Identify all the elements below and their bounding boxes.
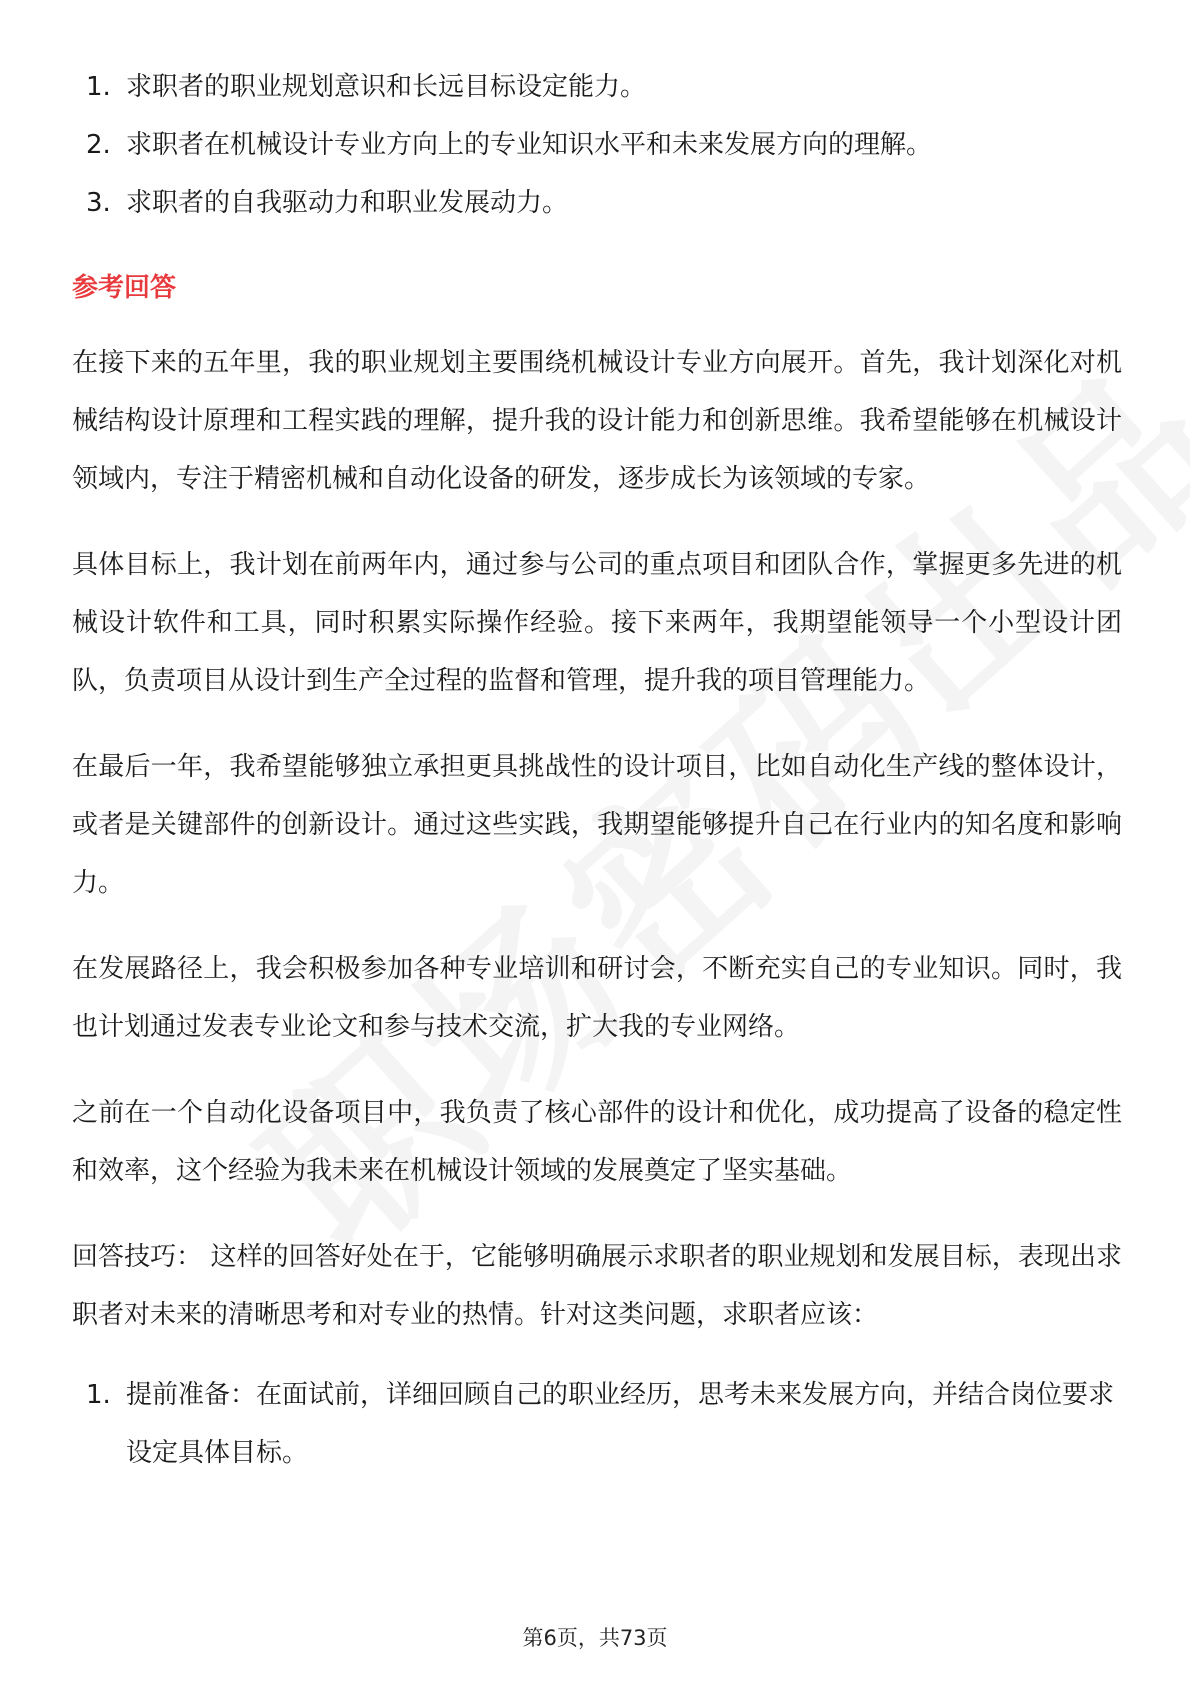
list-text: 求职者的职业规划意识和长远目标设定能力。 [126,72,647,102]
list-number: 2. [86,130,111,160]
answer-paragraph: 在发展路径上，我会积极参加各种专业培训和研讨会，不断充实自己的专业知识。同时，我也计划通过发表专业论文和参与技术交流，扩大我的专业网络。 [72,954,1122,1042]
tips-paragraph: 回答技巧： 这样的回答好处在于，它能够明确展示求职者的职业规划和发展目标，表现出求职者对未来的清晰思考和对专业的热情。针对这类问题，求职者应该： [72,1242,1122,1330]
answer-paragraph: 在最后一年，我希望能够独立承担更具挑战性的设计项目，比如自动化生产线的整体设计，或者是关键部件的创新设计。通过这些实践，我期望能够提升自己在行业内的知名度和影响力。 [72,752,1122,898]
list-item [72,116,1122,174]
page-content [72,58,1122,1482]
list-text: 提前准备：在面试前，详细回顾自己的职业经历，思考未来发展方向，并结合岗位要求设定具体目标。 [126,1380,1115,1468]
list-text: 求职者在机械设计专业方向上的专业知识水平和未来发展方向的理解。 [126,130,933,160]
list-text: 求职者的自我驱动力和职业发展动力。 [126,188,569,218]
answer-paragraph: 之前在一个自动化设备项目中，我负责了核心部件的设计和优化，成功提高了设备的稳定性和效率，这个经验为我未来在机械设计领域的发展奠定了坚实基础。 [72,1098,1122,1186]
answer-paragraph: 在接下来的五年里，我的职业规划主要围绕机械设计专业方向展开。首先，我计划深化对机械结构设计原理和工程实践的理解，提升我的设计能力和创新思维。我希望能够在机械设计领域内，专注于精密机械和自动化设备的研发，逐步成长为该领域的专家。 [72,348,1122,494]
list-number: 1. [86,72,111,102]
list-number: 3. [86,188,111,218]
list-item [72,174,1122,232]
tips-list [72,1366,1122,1482]
list-item [72,1366,1122,1482]
page-footer: 第6页，共73页 [522,1626,668,1650]
answer-paragraph: 具体目标上，我计划在前两年内，通过参与公司的重点项目和团队合作，掌握更多先进的机械设计软件和工具，同时积累实际操作经验。接下来两年，我期望能领导一个小型设计团队，负责项目从设计到生产全过程的监督和管理，提升我的项目管理能力。 [72,550,1122,696]
list-number: 1. [86,1380,111,1410]
list-item [72,58,1122,116]
intro-list [72,58,1122,232]
section-heading: 参考回答 [72,273,177,303]
